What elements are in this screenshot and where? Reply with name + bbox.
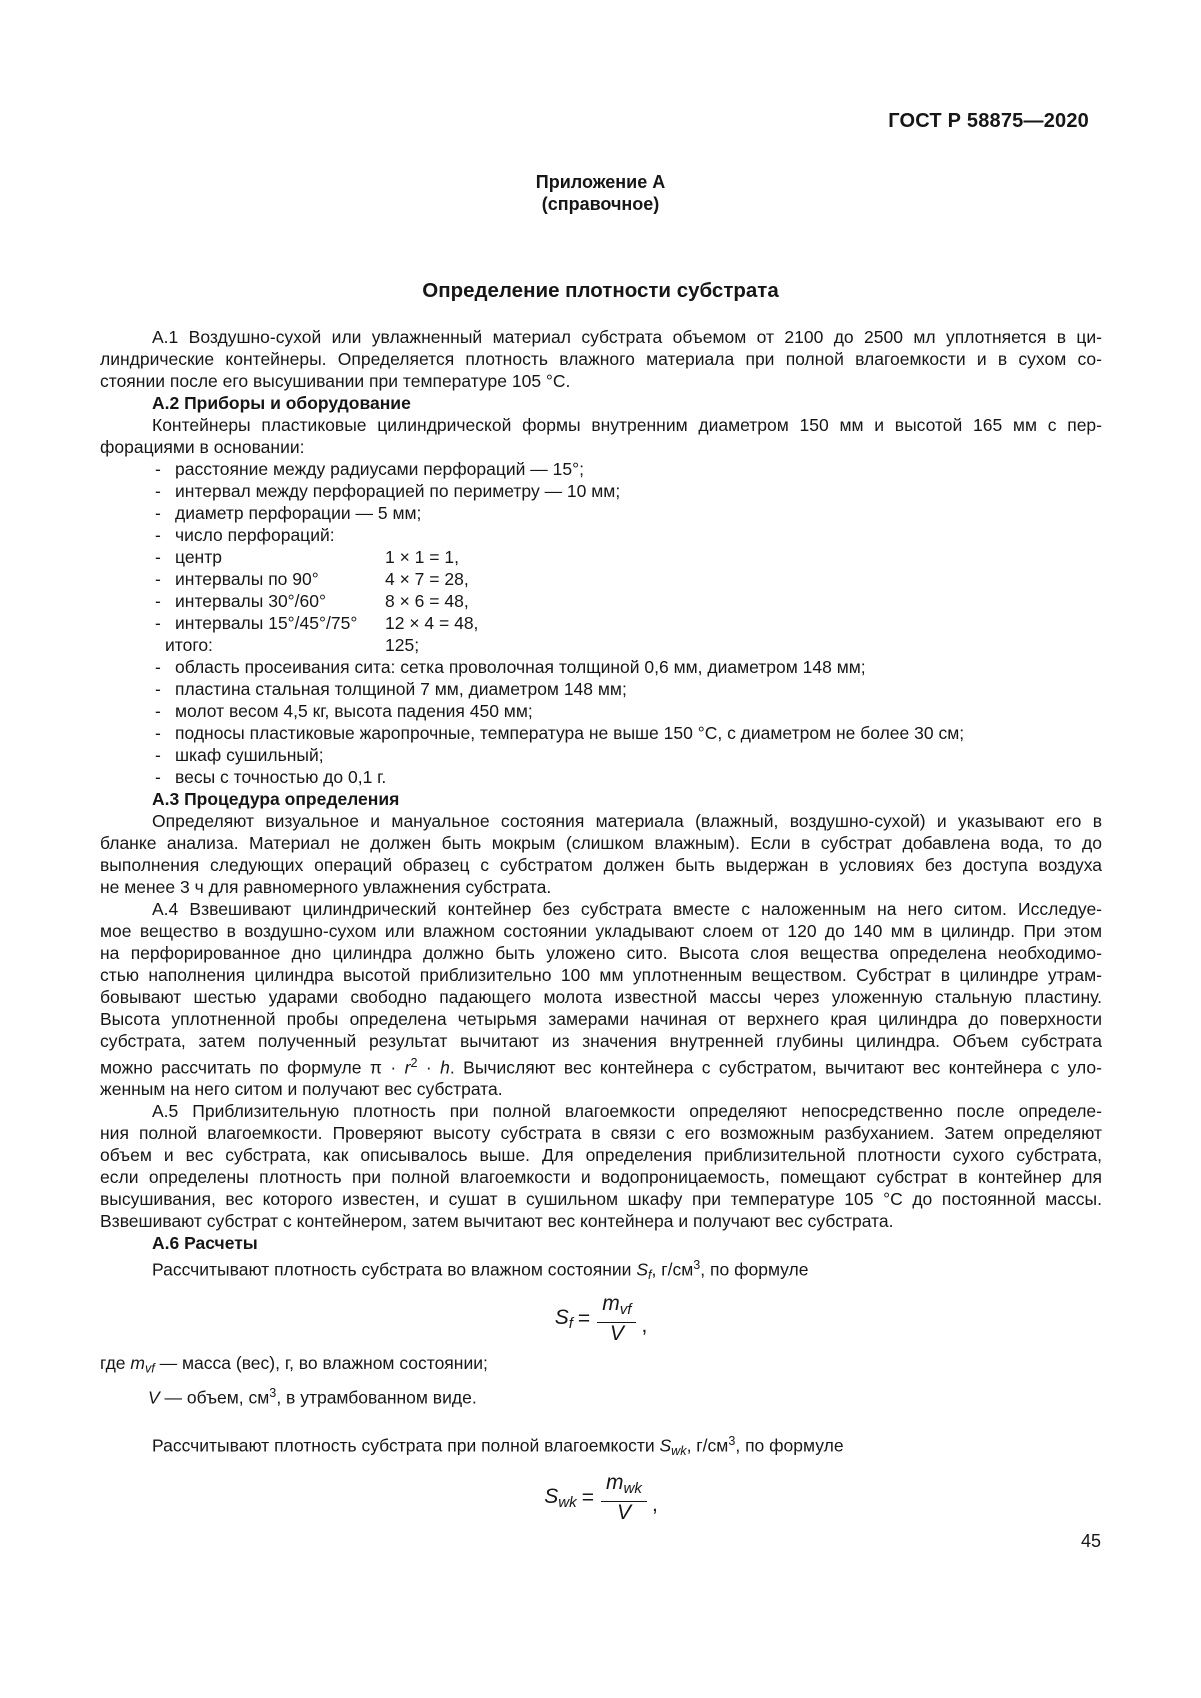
text-span: , по формуле [735, 1435, 844, 1456]
list-item [100, 568, 1102, 590]
list-item [100, 678, 1102, 700]
paragraph-line [100, 1254, 1102, 1286]
list-item [100, 546, 1102, 568]
appendix-note: (справочное) [541, 194, 660, 214]
math-var: V [148, 1386, 160, 1407]
list-item-text: интервал между перфорацией по периметру — 10 мм; [175, 481, 621, 501]
list-item [100, 634, 1102, 656]
paragraph-line: А.1 Воздушно-сухой или увлажненный материал субстрата объемом от 2100 до 2500 мл уплотняется в ци- [152, 327, 1102, 347]
fraction-denominator [617, 1502, 631, 1524]
paragraph-line: если определены плотность при полной влагоемкости и водопроницаемость, помещают субстрат в контейнер для [100, 1167, 1102, 1188]
list-item [100, 524, 1102, 546]
formula-comma: , [651, 1492, 658, 1516]
text-span: — масса (вес), г, во влажном состоянии; [154, 1353, 488, 1374]
equals-sign: = [577, 1307, 591, 1331]
list-dash: - [155, 547, 161, 567]
list-item-text: интервалы 15°/45°/75° [175, 613, 358, 633]
fraction-denominator [610, 1323, 624, 1345]
text-span: , г/см [686, 1435, 729, 1456]
list-item [100, 656, 1102, 678]
text-line [100, 1430, 1102, 1462]
list-dash: - [155, 503, 161, 523]
list-dash: - [155, 701, 161, 721]
paragraph-line: А.5 Приблизительную плотность при полной влагоемкости определяют непосредственно после определе- [152, 1101, 1102, 1122]
text-span: Рассчитывают плотность субстрата во влажном состоянии [152, 1259, 637, 1280]
list-dash: - [155, 723, 161, 743]
fraction [597, 1293, 636, 1345]
paragraph-line: Высота уплотненной пробы определена четырьмя замерами начиная от верхнего края цилиндра до поверхности [100, 1009, 1102, 1029]
fraction-numerator [601, 1472, 647, 1502]
list-dash: - [155, 591, 161, 611]
section-heading: А.2 Приборы и оборудование [152, 393, 411, 413]
paragraph-line: бовывают шестью ударами свободно падающего молота известной массы через уложенную стальную пластину. [100, 987, 1102, 1007]
standard-reference: ГОСТ Р 58875—2020 [888, 110, 1089, 132]
formula-full-capacity-density [100, 1470, 1102, 1524]
paragraph-line: выполнения следующих операций образец с субстратом должен быть выдержан в условиях без доступа воздуха [100, 855, 1102, 875]
paragraph-line: линдрические контейнеры. Определяется плотность влажного материала при полной влагоемкости и в сухом со- [100, 349, 1102, 369]
text-span: можно рассчитать по формуле π · [100, 1057, 405, 1078]
list-item-text: число перфораций: [175, 525, 335, 545]
text-span: . Вычисляют вес контейнера с субстратом, вычитают вес контейнера с уло- [449, 1057, 1102, 1078]
paragraph-line: Контейнеры пластиковые цилиндрической формы внутренним диаметром 150 мм и высотой 165 мм с пер- [152, 415, 1102, 435]
list-dash: - [155, 459, 161, 479]
list-item-text: шкаф сушильный; [175, 745, 324, 765]
math-var: vf [144, 1361, 155, 1376]
list-dash: - [155, 613, 161, 633]
list-item-value: 1 × 1 = 1, [385, 547, 459, 567]
document-body [100, 326, 1102, 1524]
text-span: 2 [410, 1056, 418, 1070]
list-item-text: подносы пластиковые жаропрочные, температура не выше 150 °С, с диаметром не более 30 см; [175, 723, 965, 743]
paragraph-line: не менее 3 ч для равномерного увлажнения субстрата. [100, 877, 552, 897]
formula-comma: , [641, 1314, 648, 1338]
list-item-text: интервалы 30°/60° [175, 591, 326, 611]
document-title: Определение плотности субстрата [422, 279, 779, 302]
math-var: S [636, 1259, 648, 1280]
list-item-text: область просеивания сита: сетка проволочная толщиной 0,6 мм, диаметром 148 мм; [175, 657, 866, 677]
text-line [100, 1382, 1102, 1408]
math-var: f [568, 1315, 573, 1333]
list-item-text: центр [175, 547, 222, 567]
formula-wet-density [100, 1292, 1102, 1346]
text-span: где [100, 1353, 131, 1374]
paragraph-line: форациями в основании: [100, 437, 305, 457]
fraction [601, 1472, 647, 1524]
list-item [100, 700, 1102, 722]
paragraph-line: А.4 Взвешивают цилиндрический контейнер без субстрата вместе с наложенным на него ситом. Исследуе- [152, 899, 1102, 919]
paragraph-line: на перфорированное дно цилиндра должно быть уложено сито. Высота слоя вещества определена необходимо- [100, 943, 1102, 963]
math-var: V [616, 1500, 631, 1524]
text-span: , в утрамбованном виде. [276, 1386, 477, 1407]
list-item-text: расстояние между радиусами перфораций — 15°; [175, 459, 584, 479]
section-heading: А.6 Расчеты [152, 1233, 258, 1254]
math-var: f [648, 1268, 652, 1283]
paragraph-line: стоянии после его высушивании при температуре 105 °С. [100, 371, 571, 391]
text-span: Рассчитывают плотность субстрата при полной влагоемкости [152, 1435, 660, 1456]
appendix-label: Приложение А [535, 172, 666, 192]
math-var: h [440, 1057, 450, 1078]
paragraph-line: Взвешивают субстрат с контейнером, затем вычитают вес контейнера и получают вес субстрата. [100, 1211, 894, 1232]
list-item-text: итого: [165, 635, 213, 655]
paragraph-line: стью наполнения цилиндра высотой приблизительно 100 мм уплотненным веществом. Субстрат в цилиндре утрам- [100, 965, 1102, 985]
list-item-text: диаметр перфорации — 5 мм; [175, 503, 422, 523]
list-item-text: интервалы по 90° [175, 569, 319, 589]
formula-lhs [555, 1306, 573, 1332]
list-item-text: пластина стальная толщиной 7 мм, диаметром 148 мм; [175, 679, 627, 699]
text-span: 3 [269, 1385, 277, 1400]
list-item [100, 722, 1102, 744]
appendix-header [0, 171, 1201, 215]
list-dash: - [155, 481, 161, 501]
paragraph-line: женным на него ситом и получают вес субстрата. [100, 1079, 503, 1100]
text-span: 3 [693, 1258, 701, 1273]
text-span: 3 [728, 1433, 736, 1448]
list-item-value: 4 × 7 = 28, [385, 569, 469, 589]
list-item [100, 590, 1102, 612]
list-item-value: 125; [385, 635, 420, 655]
math-var: wk [671, 1443, 687, 1458]
math-var: S [544, 1484, 559, 1508]
math-var: S [554, 1306, 569, 1329]
math-var: S [659, 1435, 672, 1456]
page-number: 45 [1080, 1531, 1101, 1551]
text-line [100, 1352, 1102, 1380]
math-var: vf [619, 1301, 632, 1319]
list-item [100, 458, 1102, 480]
math-var: wk [623, 1479, 642, 1497]
text-span: , по формуле [700, 1259, 809, 1280]
vertical-gap [100, 1408, 1102, 1430]
list-item-value: 12 × 4 = 48, [385, 613, 479, 633]
math-var: r [404, 1057, 411, 1078]
list-item-text: молот весом 4,5 кг, высота падения 450 мм; [175, 701, 533, 721]
paragraph-line: ния полной влагоемкости. Проверяют высоту субстрата в связи с его возможным разбуханием. Затем определяют [100, 1123, 1102, 1144]
formula-lhs [544, 1485, 576, 1511]
paragraph-line: Определяют визуальное и мануальное состояния материала (влажный, воздушно-сухой) и указывают его в [152, 811, 1102, 831]
text-span: , г/см [651, 1259, 694, 1280]
list-dash: - [155, 679, 161, 699]
list-item-text: весы с точностью до 0,1 г. [175, 767, 387, 787]
list-item [100, 480, 1102, 502]
list-dash: - [155, 657, 161, 677]
paragraph-line: мое вещество в воздушно-сухом или влажном состоянии укладывают слоем от 120 до 140 мм в цилиндр. При этом [100, 921, 1102, 941]
math-var: m [605, 1470, 624, 1494]
math-var: V [609, 1322, 624, 1346]
text-span: — объем, см [159, 1386, 270, 1407]
paragraph-line [100, 1052, 1102, 1078]
list-dash: - [155, 569, 161, 589]
list-dash: - [155, 767, 161, 787]
paragraph-line: высушивания, вес которого известен, и сушат в сушильном шкафу при температуре 105 °С до постоянной массы. [100, 1189, 1102, 1210]
paragraph-line: объем и вес субстрата, как описывалось выше. Для определения приблизительной плотности сухого субстрата, [100, 1145, 1102, 1166]
equals-sign: = [581, 1485, 594, 1509]
list-item [100, 766, 1102, 788]
list-dash: - [155, 525, 161, 545]
list-item [100, 612, 1102, 634]
math-var: m [130, 1353, 145, 1374]
fraction-numerator [597, 1293, 636, 1323]
paragraph-line: бланке анализа. Материал не должен быть мокрым (слишком влажным). Если в субстрат добавлена вода, то до [100, 833, 1102, 853]
section-heading: А.3 Процедура определения [152, 789, 400, 809]
math-var: wk [558, 1493, 577, 1511]
text-span: · [417, 1057, 441, 1078]
list-item-value: 8 × 6 = 48, [385, 591, 469, 611]
paragraph-line: субстрата, затем полученный результат вычитают из значения внутренней глубины цилиндра. Объем субстрата [100, 1031, 1102, 1051]
list-dash: - [155, 745, 161, 765]
math-var: m [602, 1292, 620, 1315]
list-item [100, 502, 1102, 524]
list-item [100, 744, 1102, 766]
